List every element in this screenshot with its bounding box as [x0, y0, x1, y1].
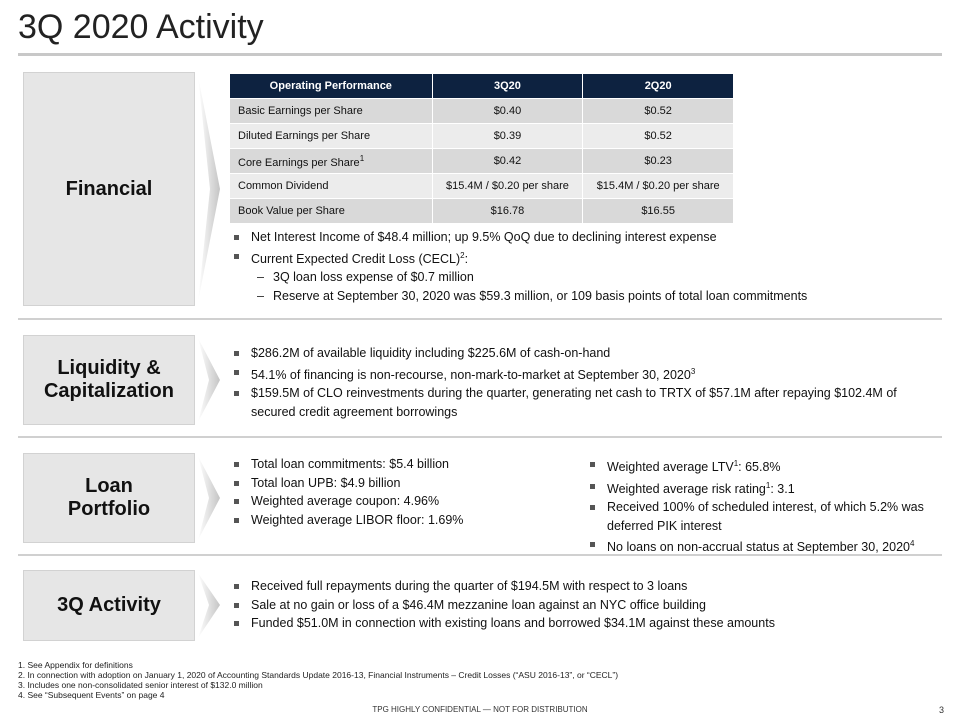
list-item: $159.5M of CLO reinvestments during the quarter, generating net cash to TRTX of $57.1M after repaying $102.4M of secured credit agreement borrowings [229, 384, 941, 421]
list-item: Sale at no gain or loss of a $46.4M mezzanine loan against an NYC office building [229, 596, 941, 615]
row-label: Core Earnings per Share [238, 156, 360, 169]
cell-3q20: $0.40 [432, 99, 583, 124]
table-row [230, 149, 734, 174]
section-divider [18, 318, 942, 320]
table-row [230, 174, 734, 199]
loan-bullets-left [229, 455, 579, 529]
footnote-ref: 2 [460, 250, 465, 260]
bullet-text: 54.1% of financing is non-recourse, non-mark-to-market at September 30, 2020 [251, 367, 691, 382]
footnote-ref: 1 [733, 459, 739, 468]
bullet-text: Current Expected Credit Loss (CECL) [251, 251, 461, 266]
footnote-ref: 1 [765, 480, 771, 490]
header-operating-performance: Operating Performance [230, 74, 433, 99]
section-divider [18, 436, 942, 438]
footnotes [18, 660, 618, 700]
chevron-arrow-icon [196, 72, 224, 306]
header-2q20: 2Q20 [583, 74, 734, 99]
confidentiality-footer: TPG HIGHLY CONFIDENTIAL — NOT FOR DISTRIBUTION [372, 705, 588, 714]
row-label: Common Dividend [230, 174, 433, 199]
liquidity-label-line1: Liquidity & [57, 357, 161, 379]
table-row [230, 199, 734, 224]
section-divider [18, 554, 942, 556]
loan-label-line1: Loan [85, 475, 133, 497]
row-label: Book Value per Share [230, 199, 433, 224]
loan-portfolio-section-label [23, 453, 195, 543]
bullet-text: Weighted average risk rating [607, 481, 766, 496]
financial-label-text: Financial [65, 177, 153, 200]
list-item [229, 247, 939, 269]
footnote: 1. See Appendix for definitions [18, 660, 133, 670]
liquidity-label-line2: Capitalization [43, 380, 174, 402]
sub-list-item: 3Q loan loss expense of $0.7 million [229, 268, 939, 287]
liquidity-bullets [229, 344, 941, 421]
list-item: Funded $51.0M in connection with existing loans and borrowed $34.1M against these amounts [229, 614, 941, 633]
loan-bullets-right [585, 455, 935, 557]
list-item: Received full repayments during the quarter of $194.5M with respect to 3 loans [229, 577, 941, 596]
row-label-cell [230, 149, 433, 174]
liquidity-section-label [23, 335, 195, 425]
loan-label-line2: Portfolio [67, 498, 151, 520]
activity-bullets [229, 577, 941, 633]
cell-2q20: $16.55 [583, 199, 734, 224]
bullet-tail: : 65.8% [738, 460, 781, 474]
cell-3q20: $0.39 [432, 124, 583, 149]
footnote-ref: 3 [690, 366, 696, 376]
footnote: 4. See “Subsequent Events” on page 4 [18, 690, 165, 700]
activity-label-text: 3Q Activity [57, 594, 161, 616]
table-row [230, 99, 734, 124]
cell-3q20: $15.4M / $0.20 per share [432, 174, 583, 199]
bullet-text: Weighted average LTV [607, 460, 734, 474]
chevron-arrow-icon [196, 570, 224, 641]
cell-2q20: $0.52 [583, 99, 734, 124]
footnote: 3. Includes one non-consolidated senior interest of $132.0 million [18, 680, 263, 690]
footnote: 2. In connection with adoption on January 1, 2020 of Accounting Standards Update 2016-13, Financial Instruments – Credit Losses (“ASU 2016-13”, or “CECL”) [18, 670, 619, 680]
sub-list-item: Reserve at September 30, 2020 was $59.3 million, or 109 basis points of total loan commitments [229, 287, 939, 306]
list-item: Total loan commitments: $5.4 billion [229, 455, 579, 474]
title-divider [18, 53, 942, 56]
cell-3q20: $16.78 [432, 199, 583, 224]
row-label: Diluted Earnings per Share [230, 124, 433, 149]
bullet-tail: : [464, 251, 469, 266]
list-item [585, 455, 935, 477]
chevron-arrow-icon [196, 453, 224, 543]
financial-bullets [229, 228, 939, 305]
list-item [585, 477, 935, 499]
table-row [230, 124, 734, 149]
operating-performance-table [229, 73, 734, 224]
list-item: $286.2M of available liquidity including $225.6M of cash-on-hand [229, 344, 941, 363]
chevron-arrow-icon [196, 335, 224, 425]
activity-section-label [23, 570, 195, 641]
cell-2q20: $15.4M / $0.20 per share [583, 174, 734, 199]
cell-3q20: $0.42 [432, 149, 583, 174]
list-item: Net Interest Income of $48.4 million; up 9.5% QoQ due to declining interest expense [229, 228, 939, 247]
financial-section-label [23, 72, 195, 306]
table-header-row [230, 74, 734, 99]
header-3q20: 3Q20 [432, 74, 583, 99]
page-number: 3 [938, 705, 944, 715]
list-item: Weighted average LIBOR floor: 1.69% [229, 511, 579, 530]
footnote-ref: 4 [909, 539, 915, 548]
list-item: Weighted average coupon: 4.96% [229, 492, 579, 511]
bullet-tail: : 3.1 [770, 481, 795, 496]
list-item: Total loan UPB: $4.9 billion [229, 474, 579, 493]
bullet-text: No loans on non-accrual status at September 30, 2020 [607, 540, 910, 554]
page-title: 3Q 2020 Activity [18, 8, 264, 46]
list-item: Received 100% of scheduled interest, of which 5.2% was deferred PIK interest [585, 498, 935, 535]
cell-2q20: $0.23 [583, 149, 734, 174]
footnote-ref: 1 [359, 153, 365, 163]
cell-2q20: $0.52 [583, 124, 734, 149]
row-label: Basic Earnings per Share [230, 99, 433, 124]
list-item [229, 363, 941, 385]
